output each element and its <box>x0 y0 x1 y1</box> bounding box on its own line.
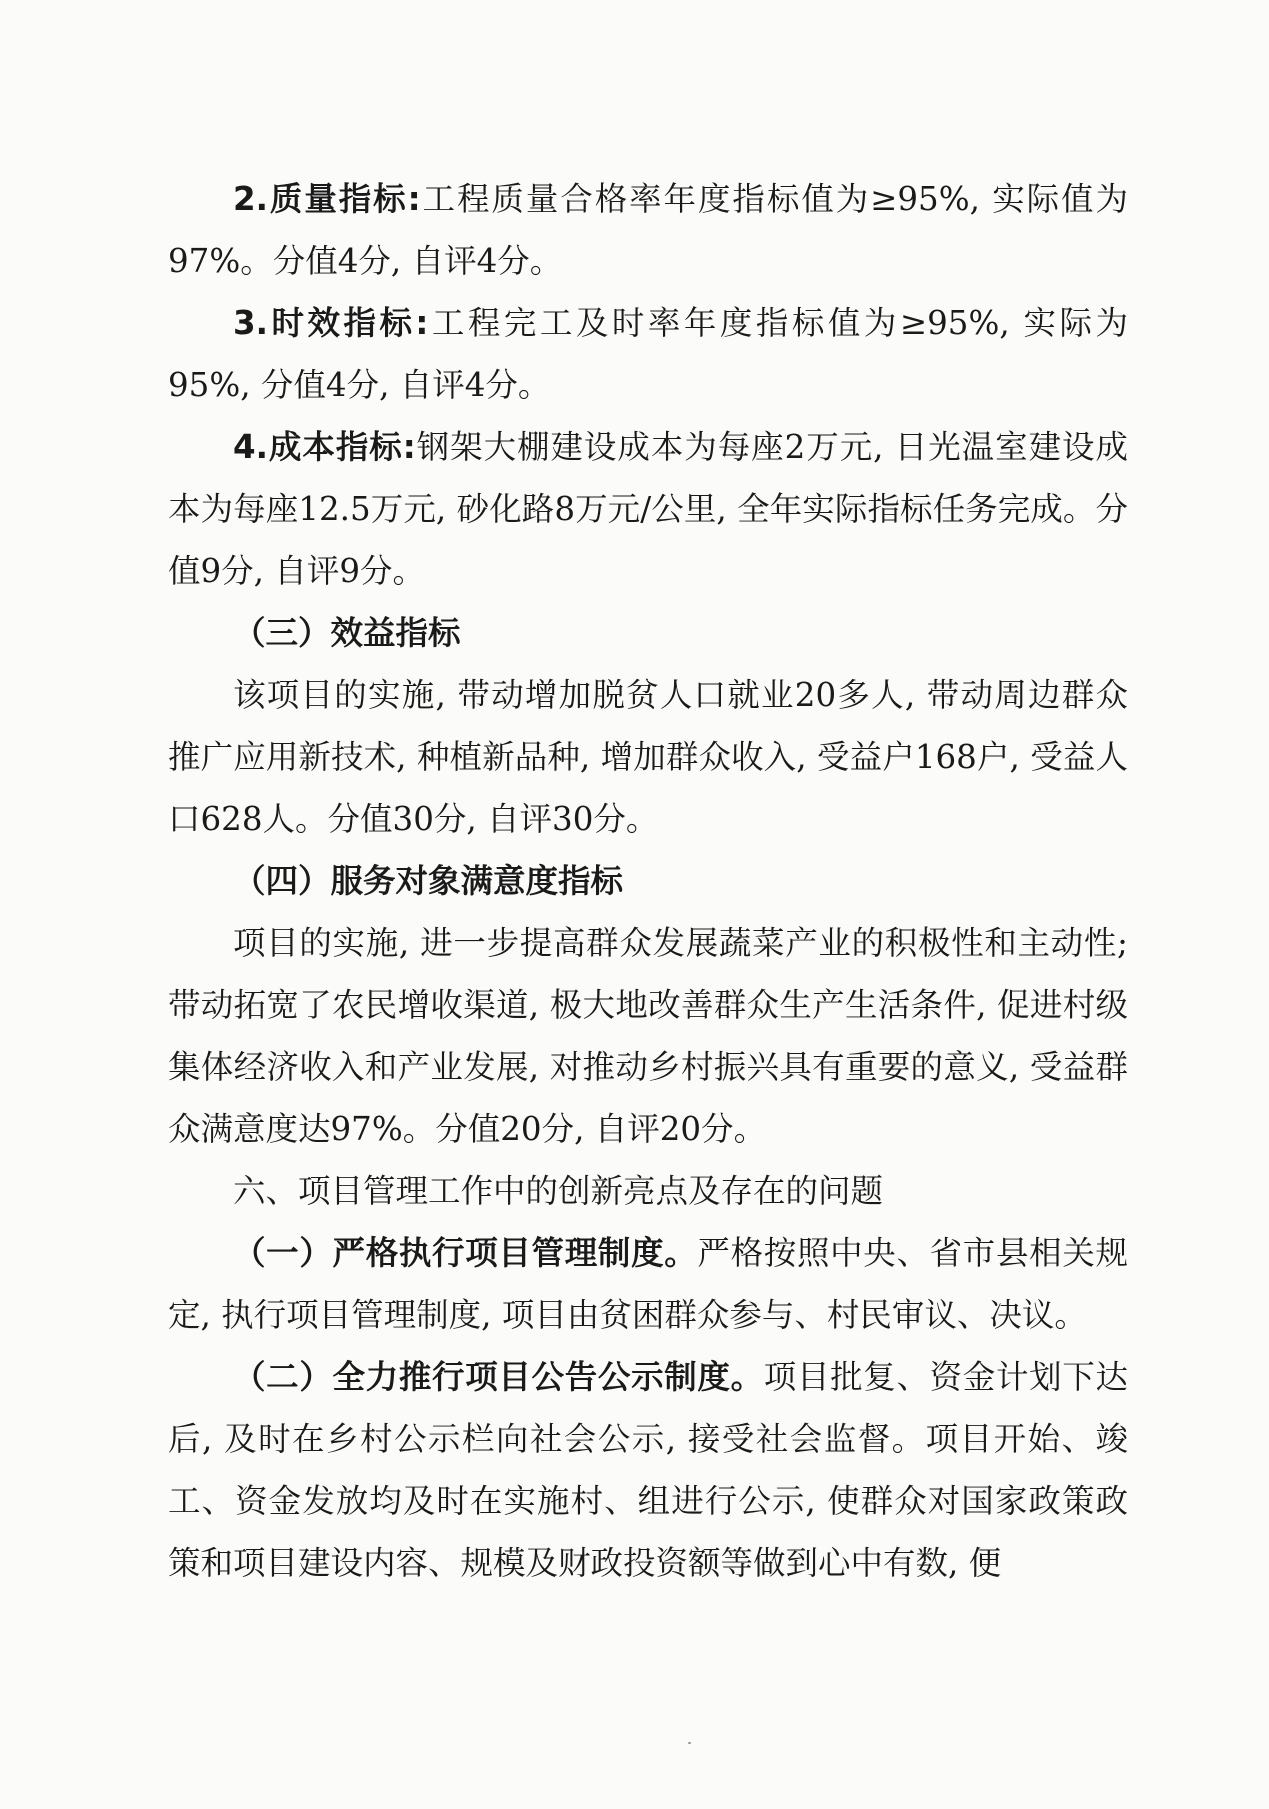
cost-indicator-paragraph <box>168 416 1128 602</box>
quality-indicator-text: 工程质量合格率年度指标值为≥95%, 实际值为97%。分值4分, 自评4分。 <box>168 180 1128 280</box>
publicity-system-label: （二）全力推行项目公告公示制度。 <box>233 1357 764 1396</box>
benefit-indicator-heading: （三）效益指标 <box>233 613 461 652</box>
timeliness-indicator-paragraph <box>168 292 1128 416</box>
timeliness-indicator-label: 3.时效指标: <box>233 304 429 342</box>
publicity-system-paragraph <box>168 1346 1128 1594</box>
timeliness-indicator-text: 工程完工及时率年度指标值为≥95%, 实际为95%, 分值4分, 自评4分。 <box>168 304 1128 404</box>
benefit-indicator-paragraph: 该项目的实施, 带动增加脱贫人口就业20多人, 带动周边群众推广应用新技术, 种植新品种, 增加群众收入, 受益户168户, 受益人口628人。分值30分, 自评30分。 <box>168 676 1128 838</box>
quality-indicator-label: 2.质量指标: <box>233 180 421 218</box>
cost-indicator-text: 钢架大棚建设成本为每座2万元, 日光温室建设成本为每座12.5万元, 砂化路8万元/公里, 全年实际指标任务完成。分值9分, 自评9分。 <box>168 428 1128 590</box>
satisfaction-indicator-heading: （四）服务对象满意度指标 <box>233 861 624 900</box>
section-six-heading: 六、项目管理工作中的创新亮点及存在的问题 <box>233 1172 884 1210</box>
management-system-text: 严格按照中央、省市县相关规定, 执行项目管理制度, 项目由贫困群众参与、村民审议、决议。 <box>168 1234 1128 1334</box>
quality-indicator-paragraph <box>168 168 1128 292</box>
management-system-label: （一）严格执行项目管理制度。 <box>233 1233 698 1272</box>
management-system-paragraph <box>168 1222 1128 1346</box>
scan-speck <box>688 1742 691 1744</box>
cost-indicator-label: 4.成本指标: <box>233 428 416 466</box>
document-body <box>168 168 1128 1594</box>
publicity-system-text: 项目批复、资金计划下达后, 及时在乡村公示栏向社会公示, 接受社会监督。项目开始、竣工、资金发放均及时在实施村、组进行公示, 使群众对国家政策政策和项目建设内容、规模及财政投资额等做到心中有数, 便 <box>168 1358 1128 1582</box>
satisfaction-indicator-paragraph: 项目的实施, 进一步提高群众发展蔬菜产业的积极性和主动性; 带动拓宽了农民增收渠道, 极大地改善群众生产生活条件, 促进村级集体经济收入和产业发展, 对推动乡村振兴具有重要的意义, 受益群众满意度达97%。分值20分, 自评20分。 <box>168 924 1128 1148</box>
